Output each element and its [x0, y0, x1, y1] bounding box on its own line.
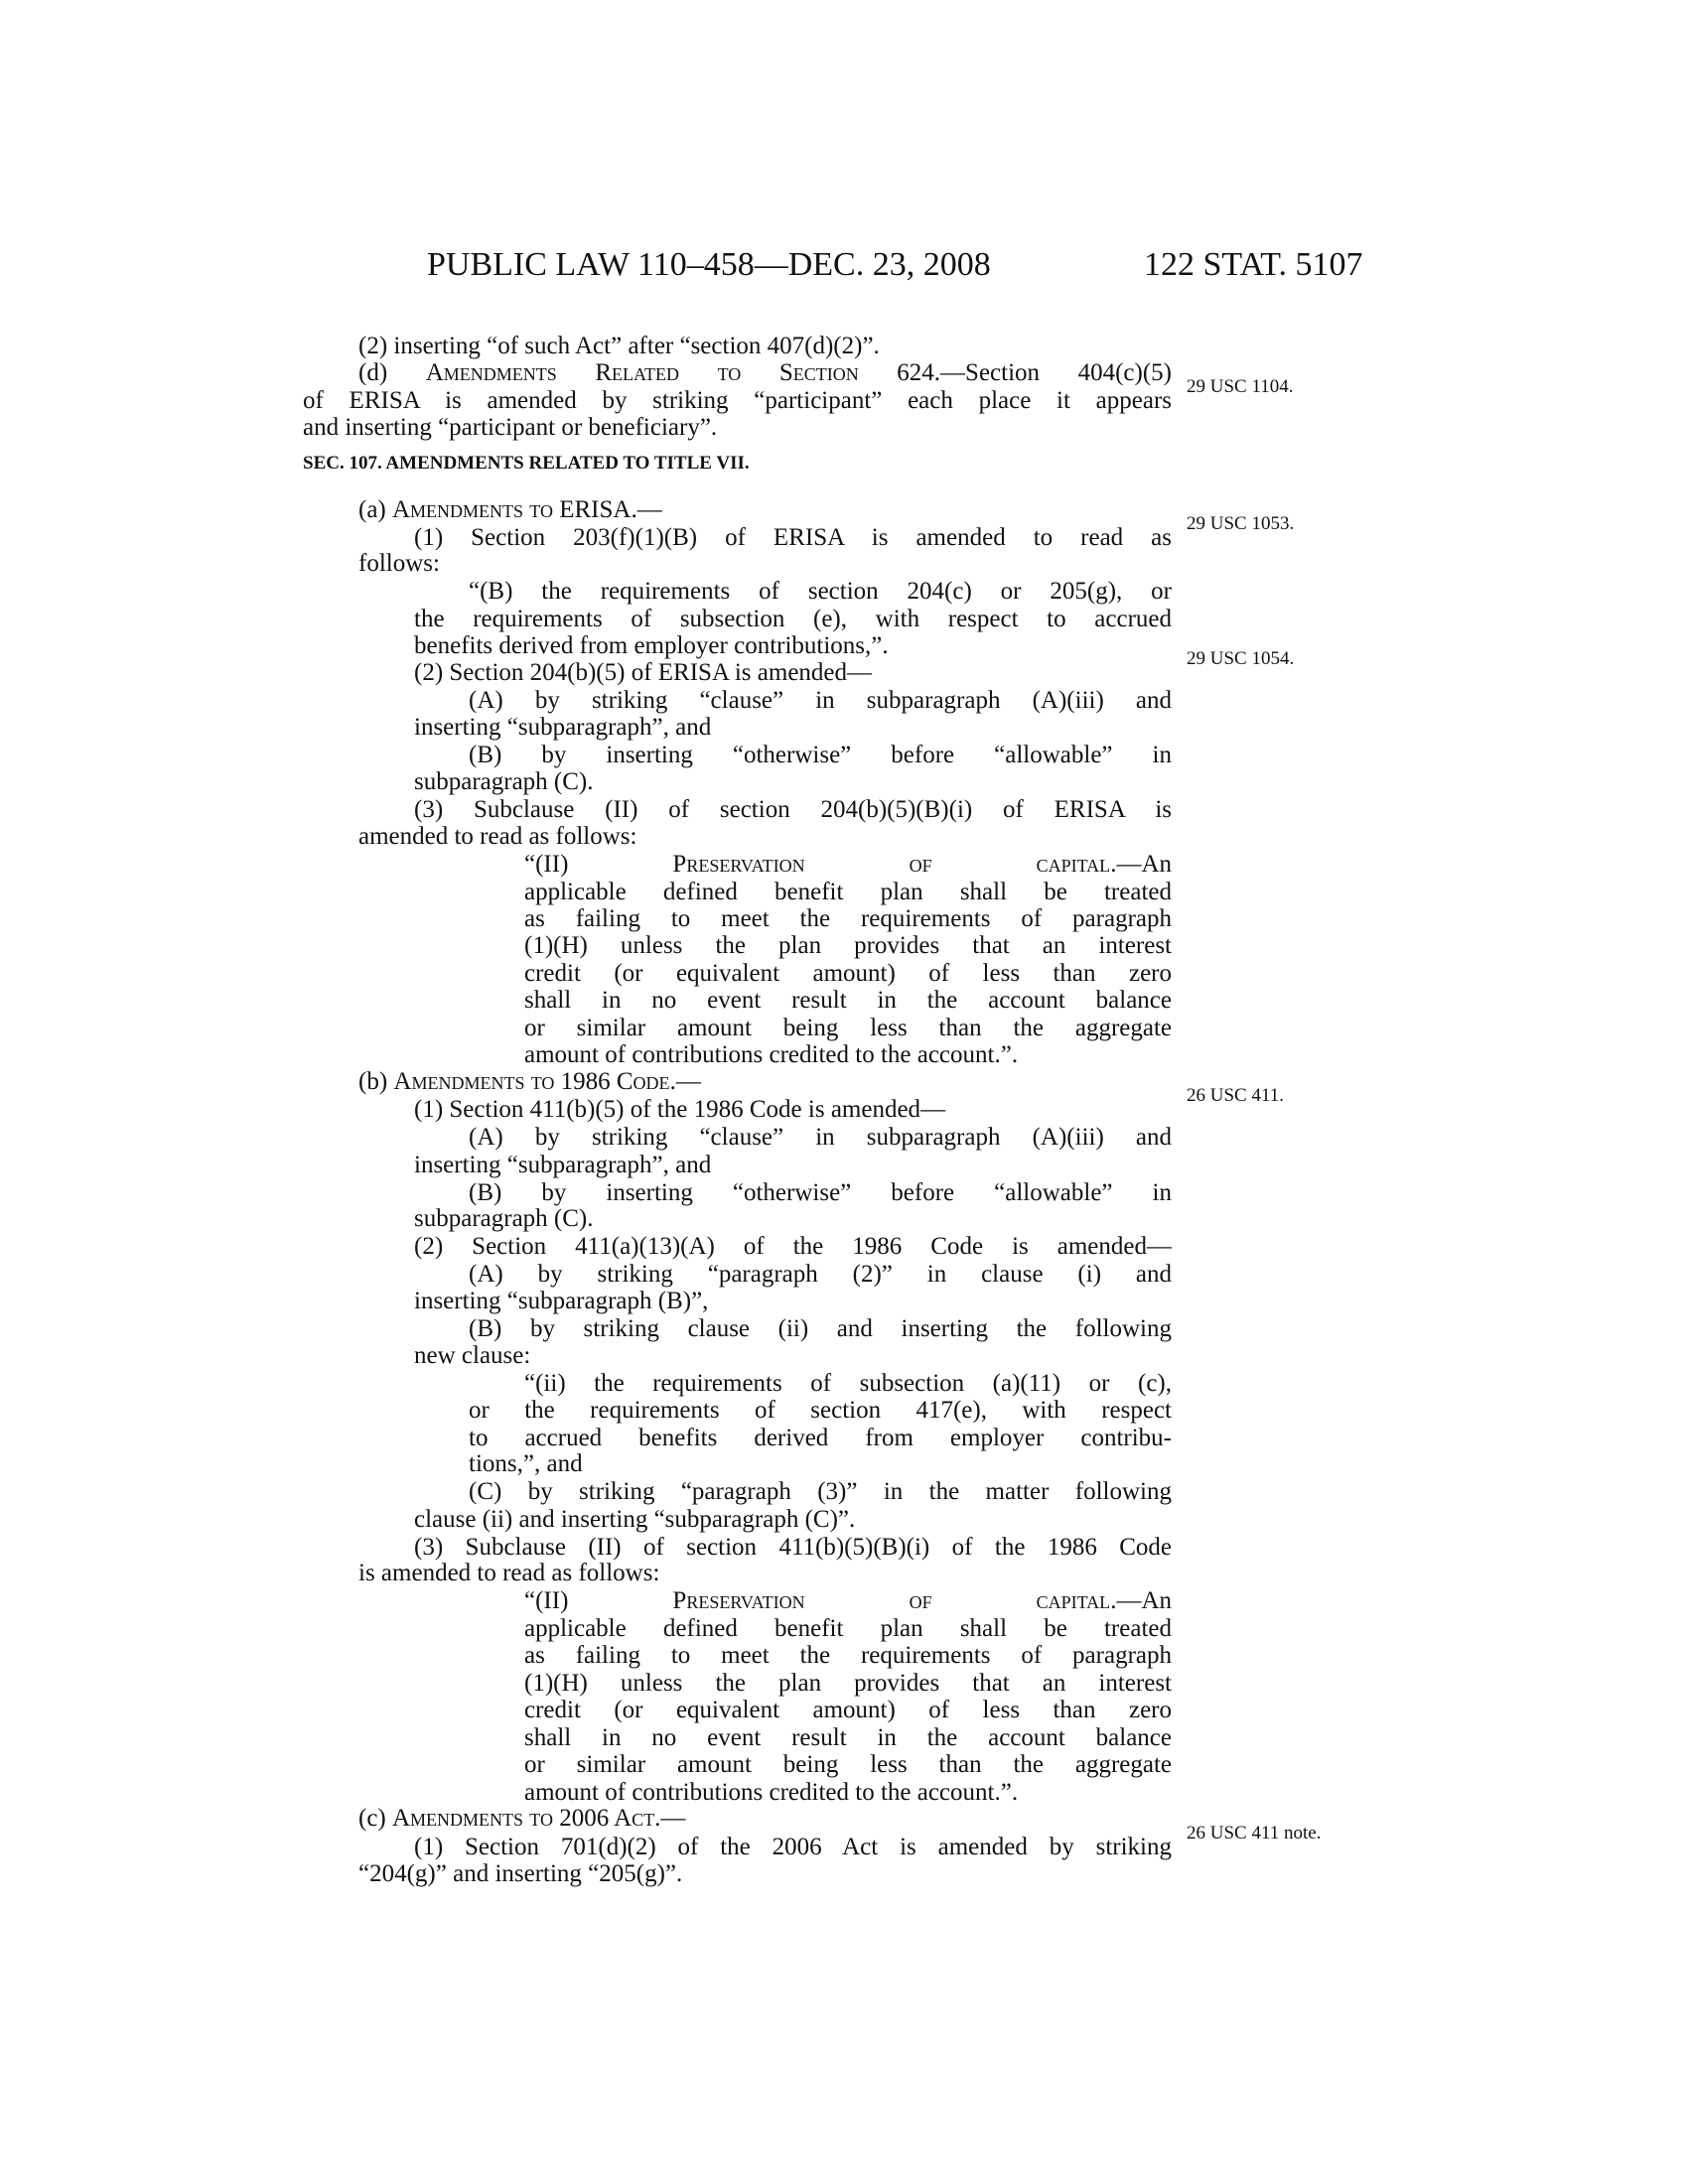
text-line — [524, 1751, 1172, 1779]
text-line — [524, 1697, 1172, 1724]
text-line — [524, 879, 1172, 906]
text-line — [524, 1587, 1172, 1615]
text-span: clause (ii) and inserting “subparagraph (C)”. — [414, 1506, 856, 1533]
text-line — [469, 1397, 1172, 1425]
page-number: 122 STAT. 5107 — [1144, 246, 1363, 283]
text-span: (A) by striking “clause” in subparagraph (A)(iii) and — [469, 1124, 1172, 1151]
text-line — [414, 1534, 1172, 1562]
text-line — [414, 659, 1172, 687]
text-line — [358, 333, 1172, 360]
text-line — [469, 1478, 1172, 1506]
text-line — [524, 987, 1172, 1015]
text-span: or similar amount being less than the aggregate — [524, 1015, 1172, 1041]
text-span: (b) — [358, 1068, 394, 1095]
text-line — [524, 1670, 1172, 1698]
text-line — [524, 1041, 1172, 1069]
text-span: (2) Section 411(a)(13)(A) of the 1986 Code is amended— — [414, 1233, 1172, 1260]
text-span: applicable defined benefit plan shall be treated — [524, 879, 1172, 905]
small-caps-heading: Amendments to 1986 Code — [393, 1068, 670, 1095]
text-line — [524, 905, 1172, 933]
text-span: (1) Section 203(f)(1)(B) of ERISA is amended to read as — [414, 524, 1172, 551]
text-line — [524, 932, 1172, 960]
section-heading — [303, 448, 1172, 478]
text-line — [469, 742, 1172, 769]
text-line — [303, 387, 1172, 415]
text-span: inserting “subparagraph”, and — [414, 1152, 712, 1178]
text-span: “(B) the requirements of section 204(c) or 205(g), or — [469, 578, 1172, 605]
small-caps-heading: Preservation of capital — [672, 851, 1111, 878]
text-line — [358, 1805, 1172, 1833]
text-span: amount of contributions credited to the account.”. — [524, 1041, 1019, 1068]
text-span: inserting “subparagraph”, and — [414, 714, 712, 741]
text-line — [469, 1450, 1172, 1478]
text-span: “204(g)” and inserting “205(g)”. — [358, 1860, 683, 1887]
text-span: (d) — [358, 359, 426, 386]
text-span: “(ii) the requirements of subsection (a)(11) or (c), — [524, 1370, 1172, 1397]
text-span: tions,”, and — [469, 1450, 583, 1477]
text-span: (2) Section 204(b)(5) of ERISA is amended— — [414, 659, 873, 686]
text-line — [469, 1124, 1172, 1152]
text-span: the requirements of subsection (e), with respect to accrued — [414, 606, 1172, 632]
text-line — [524, 960, 1172, 988]
margin-note: 26 USC 411. — [1187, 1085, 1285, 1106]
text-span: (A) by striking “paragraph (2)” in clause (i) and — [469, 1261, 1172, 1288]
text-line — [469, 1179, 1172, 1207]
text-span: credit (or equivalent amount) of less than zero — [524, 960, 1172, 987]
running-header-title: PUBLIC LAW 110–458—DEC. 23, 2008 — [427, 246, 991, 283]
text-line — [414, 1342, 1172, 1370]
text-line — [414, 1096, 1172, 1124]
text-span: (1)(H) unless the plan provides that an interest — [524, 932, 1172, 959]
text-line — [414, 1152, 1172, 1179]
text-line — [414, 1233, 1172, 1261]
text-line — [414, 524, 1172, 552]
text-span: as failing to meet the requirements of paragraph — [524, 1642, 1172, 1669]
text-line — [524, 1642, 1172, 1670]
text-span: (A) by striking “clause” in subparagraph (A)(iii) and — [469, 687, 1172, 714]
text-span: and inserting “participant or beneficiary”. — [303, 414, 718, 441]
text-span: is amended to read as follows: — [358, 1560, 660, 1586]
text-line — [358, 496, 1172, 524]
text-line — [524, 1779, 1172, 1807]
text-line — [524, 1615, 1172, 1643]
text-span: (3) Subclause (II) of section 204(b)(5)(B)(i) of ERISA is — [414, 796, 1172, 823]
text-line — [414, 1506, 1172, 1534]
text-span: .—An — [1110, 851, 1172, 878]
text-line — [414, 768, 1172, 796]
text-span: to accrued benefits derived from employer contribu- — [469, 1425, 1172, 1451]
small-caps-heading: Amendments to ERISA — [392, 496, 632, 523]
text-span: (3) Subclause (II) of section 411(b)(5)(B)(i) of the 1986 Code — [414, 1534, 1172, 1561]
text-line — [524, 1370, 1172, 1398]
text-span: .— — [669, 1068, 701, 1095]
text-span: (2) inserting “of such Act” after “section 407(d)(2)”. — [358, 333, 880, 359]
text-span: (1) Section 411(b)(5) of the 1986 Code is amended— — [414, 1096, 946, 1123]
text-span: amended to read as follows: — [358, 823, 637, 850]
text-line — [414, 714, 1172, 742]
text-span: .— — [654, 1805, 686, 1832]
text-line — [414, 1205, 1172, 1233]
text-span: follows: — [358, 550, 440, 577]
text-span: SEC. 107. AMENDMENTS RELATED TO TITLE VII. — [303, 453, 750, 474]
text-span: (c) — [358, 1805, 392, 1832]
margin-note: 29 USC 1104. — [1187, 376, 1294, 397]
small-caps-heading: Amendments to 2006 Act — [392, 1805, 655, 1832]
text-span: or similar amount being less than the aggregate — [524, 1751, 1172, 1778]
text-line — [358, 823, 1172, 851]
text-line — [414, 1834, 1172, 1861]
text-line — [303, 414, 1172, 442]
margin-note: 29 USC 1054. — [1187, 648, 1295, 669]
text-span: (a) — [358, 496, 392, 523]
text-line — [524, 1724, 1172, 1752]
text-span: (B) by striking clause (ii) and inserting the following — [469, 1315, 1172, 1342]
text-span: “(II) — [524, 1587, 673, 1614]
small-caps-heading: Amendments Related to Section 624 — [425, 359, 934, 386]
text-span: (B) by inserting “otherwise” before “allowable” in — [469, 1179, 1172, 1206]
text-line — [414, 606, 1172, 633]
text-span: amount of contributions credited to the account.”. — [524, 1779, 1019, 1806]
text-span: (B) by inserting “otherwise” before “allowable” in — [469, 742, 1172, 768]
text-span: (1)(H) unless the plan provides that an interest — [524, 1670, 1172, 1697]
text-line — [358, 1860, 1172, 1888]
text-span: inserting “subparagraph (B)”, — [414, 1288, 709, 1314]
text-line — [358, 1068, 1172, 1096]
text-line — [469, 1261, 1172, 1289]
text-span: or the requirements of section 417(e), with respect — [469, 1397, 1172, 1424]
text-span: (1) Section 701(d)(2) of the 2006 Act is amended by striking — [414, 1834, 1172, 1860]
text-span: applicable defined benefit plan shall be treated — [524, 1615, 1172, 1642]
text-span: benefits derived from employer contributions,”. — [414, 632, 889, 659]
text-span: of ERISA is amended by striking “participant” each place it appears — [303, 387, 1172, 414]
text-line — [524, 1015, 1172, 1042]
text-line — [414, 1288, 1172, 1315]
text-span: subparagraph (C). — [414, 1205, 594, 1232]
small-caps-heading: Preservation of capital — [672, 1587, 1111, 1614]
text-span: shall in no event result in the account balance — [524, 1724, 1172, 1751]
text-span: .—An — [1110, 1587, 1172, 1614]
text-line — [524, 851, 1172, 879]
text-span: “(II) — [524, 851, 673, 878]
text-line — [414, 632, 1172, 660]
text-span: new clause: — [414, 1342, 531, 1369]
text-line — [469, 1425, 1172, 1452]
text-line — [469, 1315, 1172, 1343]
text-line — [358, 1560, 1172, 1587]
margin-note: 26 USC 411 note. — [1187, 1823, 1322, 1843]
text-line — [414, 796, 1172, 824]
text-span: subparagraph (C). — [414, 768, 594, 795]
margin-note: 29 USC 1053. — [1187, 513, 1295, 534]
text-line — [358, 359, 1172, 387]
text-span: .—Section 404(c)(5) — [933, 359, 1172, 386]
text-span: as failing to meet the requirements of paragraph — [524, 905, 1172, 932]
text-line — [469, 687, 1172, 715]
text-line — [469, 578, 1172, 606]
text-span: .— — [631, 496, 662, 523]
text-line — [358, 550, 1172, 578]
text-span: (C) by striking “paragraph (3)” in the matter following — [469, 1478, 1172, 1505]
text-span: credit (or equivalent amount) of less than zero — [524, 1697, 1172, 1723]
text-span: shall in no event result in the account balance — [524, 987, 1172, 1014]
